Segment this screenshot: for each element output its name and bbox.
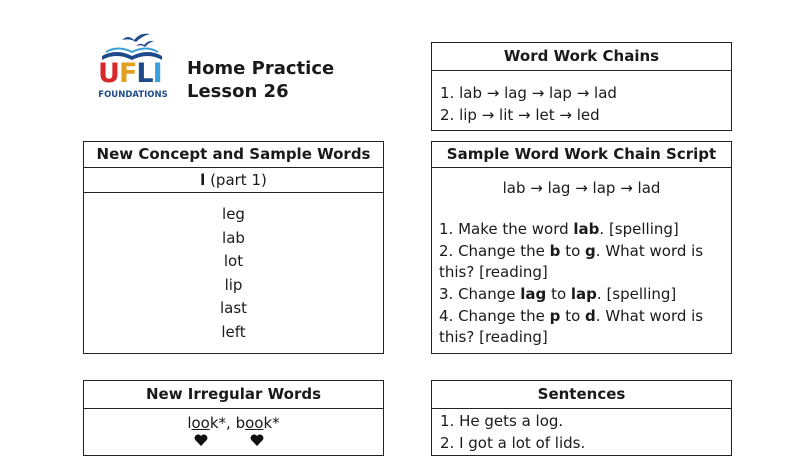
irregular-words-header: New Irregular Words bbox=[84, 381, 383, 409]
sample-word: lot bbox=[223, 252, 244, 270]
chain-item: 2. lip → lit → let → led bbox=[440, 106, 600, 124]
sentences-header: Sentences bbox=[432, 381, 731, 409]
sample-script-header: Sample Word Work Chain Script bbox=[432, 142, 731, 168]
sample-word: leg bbox=[222, 205, 245, 223]
concept-letter bbox=[84, 168, 383, 193]
page-title bbox=[187, 57, 334, 103]
script-step: 4. Change the p to d. What word is this? [reading] bbox=[439, 307, 704, 346]
sentence-item: 1. He gets a log. bbox=[440, 412, 564, 430]
new-concept-header: New Concept and Sample Words bbox=[84, 142, 383, 168]
chain-item: 1. lab → lag → lap → lad bbox=[440, 84, 617, 102]
sample-word: left bbox=[221, 322, 246, 341]
word-work-chains-header: Word Work Chains bbox=[432, 43, 731, 71]
word-work-chains-box bbox=[431, 42, 732, 131]
chains-list bbox=[432, 71, 731, 126]
logo-i: I bbox=[152, 58, 162, 89]
new-concept-box bbox=[83, 141, 384, 354]
sentences-box bbox=[431, 380, 732, 456]
sample-word: lab bbox=[222, 228, 245, 247]
script-step: 3. Change lag to lap. [spelling] bbox=[439, 285, 677, 303]
heart-icon bbox=[194, 434, 208, 446]
sentence-item: 2. I got a lot of lids. bbox=[440, 434, 586, 452]
sentences-list bbox=[432, 409, 731, 454]
irregular-word-look: look*, bbox=[187, 414, 236, 432]
ufli-logo bbox=[98, 30, 168, 102]
sample-word: last bbox=[219, 299, 248, 317]
logo-u: U bbox=[98, 58, 119, 89]
title-lesson: Lesson 26 bbox=[187, 81, 289, 102]
irregular-word-book: book* bbox=[235, 414, 280, 432]
logo-foundations: FOUNDATIONS bbox=[98, 90, 168, 100]
logo-l: L bbox=[136, 58, 153, 89]
concept-letter-l: l bbox=[200, 171, 206, 189]
script-step: 2. Change the b to g. What word is this? [reading] bbox=[439, 242, 704, 281]
script-steps bbox=[432, 199, 731, 348]
sample-script-box bbox=[431, 141, 732, 354]
irregular-words-box bbox=[83, 380, 384, 456]
sample-words-list bbox=[84, 193, 383, 344]
irregular-words-line bbox=[84, 409, 383, 433]
script-step: 1. Make the word lab. [spelling] bbox=[439, 220, 679, 238]
sample-word: lip bbox=[224, 275, 243, 294]
heart-icon bbox=[250, 434, 264, 446]
logo-f: F bbox=[118, 58, 137, 89]
concept-part: (part 1) bbox=[205, 171, 267, 189]
title-home-practice: Home Practice bbox=[187, 58, 335, 79]
script-chain: lab → lag → lap → lad bbox=[502, 179, 661, 197]
